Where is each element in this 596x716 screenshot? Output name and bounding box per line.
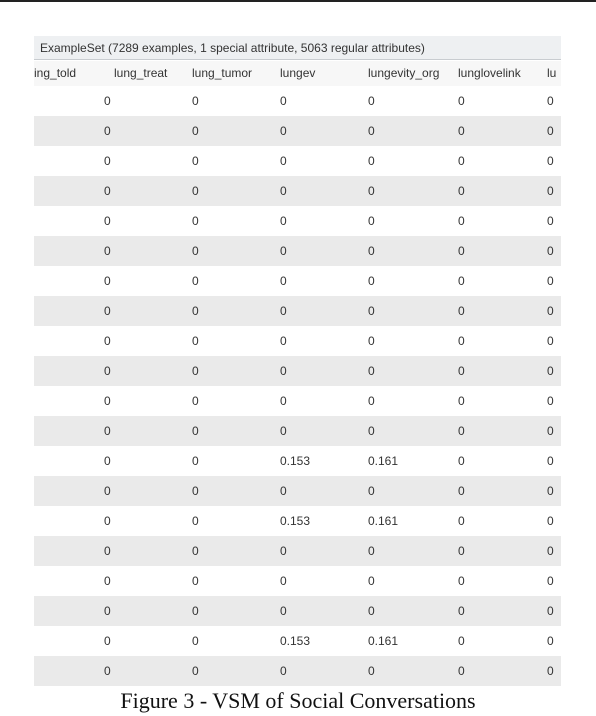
table-cell: 0 (547, 364, 554, 378)
table-cell: 0 (104, 244, 111, 258)
table-cell: 0 (104, 634, 111, 648)
table-cell: 0 (547, 664, 554, 678)
table-cell: 0.161 (368, 634, 399, 648)
column-header[interactable]: lungevity_org (368, 66, 440, 80)
table-cell: 0 (104, 484, 111, 498)
column-header[interactable]: lungev (280, 66, 316, 80)
table-row[interactable] (34, 266, 561, 296)
table-cell: 0 (192, 154, 199, 168)
table-row[interactable] (34, 626, 561, 656)
table-row[interactable] (34, 326, 561, 356)
table-cell: 0 (547, 184, 554, 198)
table-cell: 0 (104, 514, 111, 528)
table-cell: 0 (368, 664, 375, 678)
table-cell: 0 (547, 634, 554, 648)
table-cell: 0 (280, 154, 287, 168)
table-cell: 0 (547, 484, 554, 498)
table-cell: 0 (547, 124, 554, 138)
table-cell: 0 (280, 604, 287, 618)
table-cell: 0 (368, 574, 375, 588)
table-row[interactable] (34, 416, 561, 446)
table-cell: 0 (104, 154, 111, 168)
column-header[interactable]: lung_tumor (192, 66, 253, 80)
table-body[interactable] (34, 86, 561, 686)
table-cell: 0 (192, 214, 199, 228)
table-cell: 0 (104, 454, 111, 468)
table-cell: 0 (458, 604, 465, 618)
table-cell: 0 (192, 484, 199, 498)
table-cell: 0 (458, 574, 465, 588)
table-cell: 0 (192, 124, 199, 138)
table-cell: 0 (458, 154, 465, 168)
table-cell: 0 (458, 364, 465, 378)
table-cell: 0 (192, 304, 199, 318)
table-row[interactable] (34, 86, 561, 116)
table-cell: 0 (104, 664, 111, 678)
table-cell: 0 (458, 484, 465, 498)
table-cell: 0 (192, 544, 199, 558)
table-cell: 0 (192, 574, 199, 588)
table-cell: 0 (368, 214, 375, 228)
table-row[interactable] (34, 386, 561, 416)
table-cell: 0 (458, 214, 465, 228)
table-row[interactable] (34, 656, 561, 686)
table-cell: 0 (104, 574, 111, 588)
example-set-table (34, 36, 561, 686)
table-cell: 0 (458, 664, 465, 678)
table-cell: 0 (547, 154, 554, 168)
table-cell: 0 (280, 184, 287, 198)
table-cell: 0 (192, 514, 199, 528)
table-cell: 0 (280, 274, 287, 288)
table-row[interactable] (34, 476, 561, 506)
table-cell: 0 (547, 94, 554, 108)
table-row[interactable] (34, 536, 561, 566)
table-cell: 0 (192, 454, 199, 468)
table-cell: 0 (192, 394, 199, 408)
table-cell: 0 (192, 364, 199, 378)
table-row[interactable] (34, 116, 561, 146)
table-cell: 0 (280, 304, 287, 318)
table-cell: 0 (368, 124, 375, 138)
table-cell: 0 (547, 544, 554, 558)
table-cell: 0 (458, 424, 465, 438)
column-header-row (34, 61, 561, 86)
table-cell: 0 (368, 604, 375, 618)
table-row[interactable] (34, 176, 561, 206)
table-cell: 0 (458, 274, 465, 288)
table-cell: 0 (458, 544, 465, 558)
column-header[interactable]: ing_told (34, 66, 77, 80)
table-cell: 0 (192, 334, 199, 348)
table-cell: 0 (104, 364, 111, 378)
column-header[interactable]: lu (547, 66, 557, 80)
top-rule (0, 0, 596, 2)
table-cell: 0.153 (280, 514, 311, 528)
table-cell: 0 (280, 214, 287, 228)
table-row[interactable] (34, 446, 561, 476)
table-cell: 0 (192, 94, 199, 108)
table-cell: 0 (368, 94, 375, 108)
table-cell: 0 (547, 244, 554, 258)
table-cell: 0 (104, 94, 111, 108)
table-cell: 0 (458, 394, 465, 408)
table-cell: 0 (280, 484, 287, 498)
table-row[interactable] (34, 596, 561, 626)
table-cell: 0.161 (368, 514, 399, 528)
table-cell: 0 (368, 424, 375, 438)
table-row[interactable] (34, 356, 561, 386)
table-cell: 0 (104, 604, 111, 618)
table-cell: 0 (104, 214, 111, 228)
table-cell: 0 (104, 184, 111, 198)
table-cell: 0 (368, 154, 375, 168)
table-cell: 0 (458, 184, 465, 198)
table-cell: 0.161 (368, 454, 399, 468)
table-cell: 0 (547, 274, 554, 288)
table-cell: 0 (547, 604, 554, 618)
column-header[interactable]: lunglovelink (458, 66, 521, 80)
table-cell: 0 (192, 634, 199, 648)
table-cell: 0 (547, 304, 554, 318)
table-cell: 0 (547, 394, 554, 408)
table-cell: 0 (280, 394, 287, 408)
table-cell: 0 (280, 334, 287, 348)
table-cell: 0 (368, 334, 375, 348)
table-row[interactable] (34, 206, 561, 236)
table-cell: 0 (280, 664, 287, 678)
table-cell: 0 (280, 544, 287, 558)
table-cell: 0 (368, 274, 375, 288)
table-cell: 0 (280, 364, 287, 378)
table-cell: 0 (458, 244, 465, 258)
table-cell: 0 (368, 244, 375, 258)
table-cell: 0 (104, 334, 111, 348)
table-cell: 0 (104, 124, 111, 138)
table-row[interactable] (34, 296, 561, 326)
table-row[interactable] (34, 146, 561, 176)
table-cell: 0 (104, 304, 111, 318)
table-row[interactable] (34, 236, 561, 266)
table-cell: 0 (104, 274, 111, 288)
table-cell: 0 (368, 544, 375, 558)
table-cell: 0 (104, 394, 111, 408)
table-row[interactable] (34, 566, 561, 596)
table-cell: 0 (368, 304, 375, 318)
table-cell: 0 (547, 514, 554, 528)
table-cell: 0 (547, 214, 554, 228)
table-cell: 0 (368, 484, 375, 498)
table-cell: 0 (547, 574, 554, 588)
table-cell: 0 (280, 424, 287, 438)
table-cell: 0 (368, 364, 375, 378)
table-row[interactable] (34, 506, 561, 536)
table-cell: 0 (192, 184, 199, 198)
table-cell: 0.153 (280, 454, 311, 468)
table-cell: 0 (280, 94, 287, 108)
table-cell: 0 (280, 124, 287, 138)
column-header[interactable]: lung_treat (114, 66, 168, 80)
table-cell: 0 (547, 424, 554, 438)
table-cell: 0 (458, 124, 465, 138)
table-cell: 0 (104, 424, 111, 438)
table-cell: 0 (458, 94, 465, 108)
figure-caption: Figure 3 - VSM of Social Conversations (120, 688, 476, 713)
table-cell: 0 (458, 334, 465, 348)
table-cell: 0 (458, 304, 465, 318)
table-cell: 0 (280, 574, 287, 588)
table-cell: 0 (547, 334, 554, 348)
table-cell: 0 (547, 454, 554, 468)
table-cell: 0 (280, 244, 287, 258)
table-cell: 0 (104, 544, 111, 558)
table-cell: 0 (192, 424, 199, 438)
table-cell: 0 (458, 634, 465, 648)
table-cell: 0.153 (280, 634, 311, 648)
table-cell: 0 (368, 184, 375, 198)
table-cell: 0 (458, 454, 465, 468)
table-cell: 0 (368, 394, 375, 408)
table-cell: 0 (192, 244, 199, 258)
table-cell: 0 (458, 514, 465, 528)
example-set-title: ExampleSet (7289 examples, 1 special attribute, 5063 regular attributes) (34, 36, 561, 60)
table-cell: 0 (192, 664, 199, 678)
table-cell: 0 (192, 604, 199, 618)
table-cell: 0 (192, 274, 199, 288)
